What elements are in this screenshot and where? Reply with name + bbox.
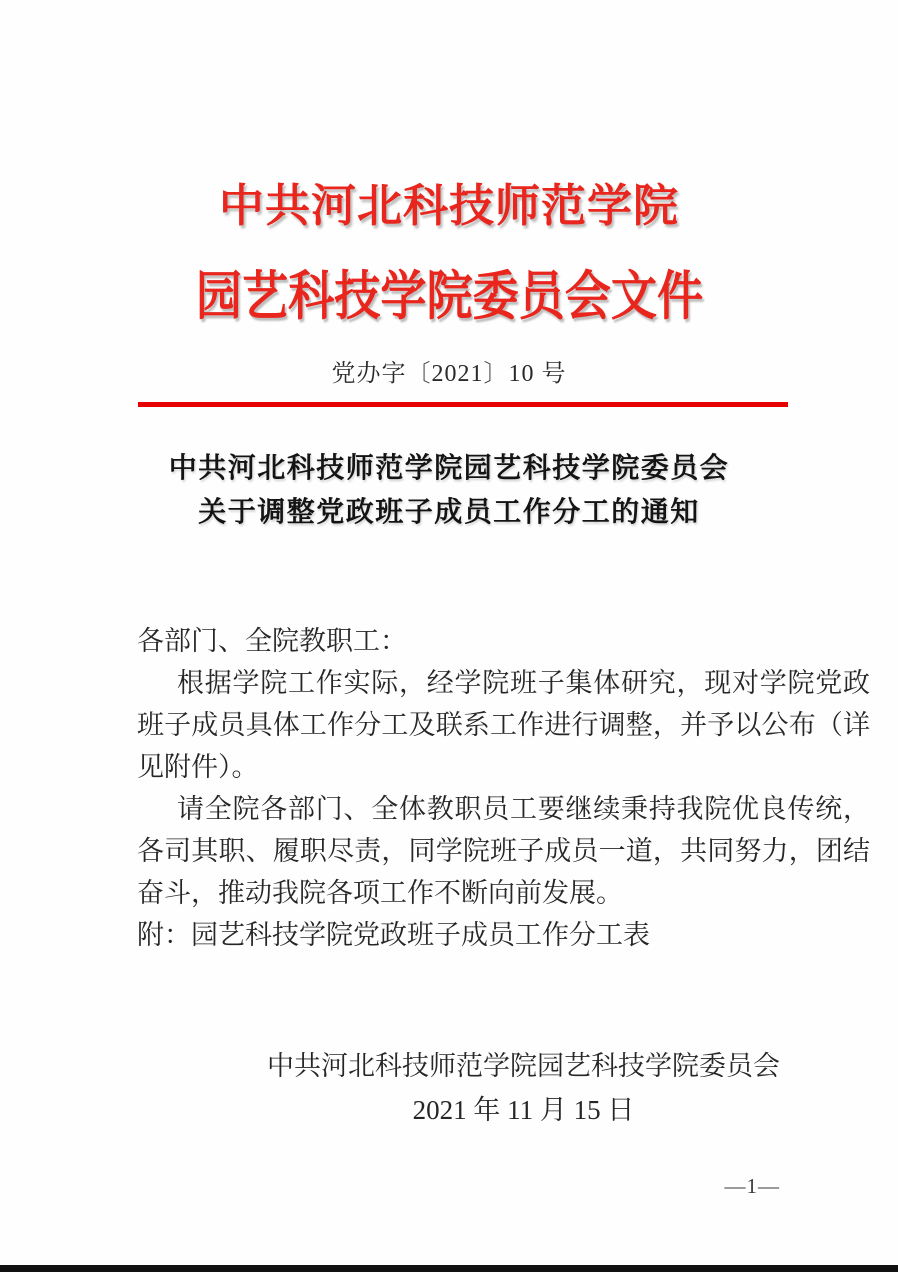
- body-paragraph: 请全院各部门、全体教职员工要继续秉持我院优良传统，各司其职、履职尽责，同学院班子成员一道，共同努力，团结奋斗，推动我院各项工作不断向前发展。: [137, 794, 870, 908]
- document-title-line1: 中共河北科技师范学院园艺科技学院委员会: [168, 453, 730, 484]
- signature-block: [267, 1044, 780, 1132]
- page-number: —1—: [724, 1174, 780, 1198]
- signature-date: 2021 年 11 月 15 日: [412, 1095, 635, 1125]
- letterhead-org-line2-text: 园艺科技学院委员会文件: [195, 267, 703, 326]
- letterhead-org-line1: 中共河北科技师范学院: [218, 180, 679, 231]
- document-title-line2: 关于调整党政班子成员工作分工的通知: [198, 497, 700, 528]
- letterhead: [0, 180, 898, 407]
- document-title: [0, 447, 898, 535]
- attachment-note: 附：园艺科技学院党政班子成员工作分工表: [137, 920, 650, 950]
- document-number: 党办字〔2021〕10 号: [331, 361, 567, 387]
- letterhead-divider-rule: [138, 402, 788, 407]
- salutation: 各部门、全院教职工：: [137, 626, 407, 656]
- signature-organization: 中共河北科技师范学院园艺科技学院委员会: [267, 1051, 780, 1081]
- scan-edge-artifact: [0, 1265, 898, 1272]
- letterhead-org-line2: [0, 267, 898, 326]
- body-paragraph: 根据学院工作实际，经学院班子集体研究，现对学院党政班子成员具体工作分工及联系工作进行调整，并予以公布（详见附件）。: [137, 668, 870, 782]
- document-body: [137, 620, 870, 956]
